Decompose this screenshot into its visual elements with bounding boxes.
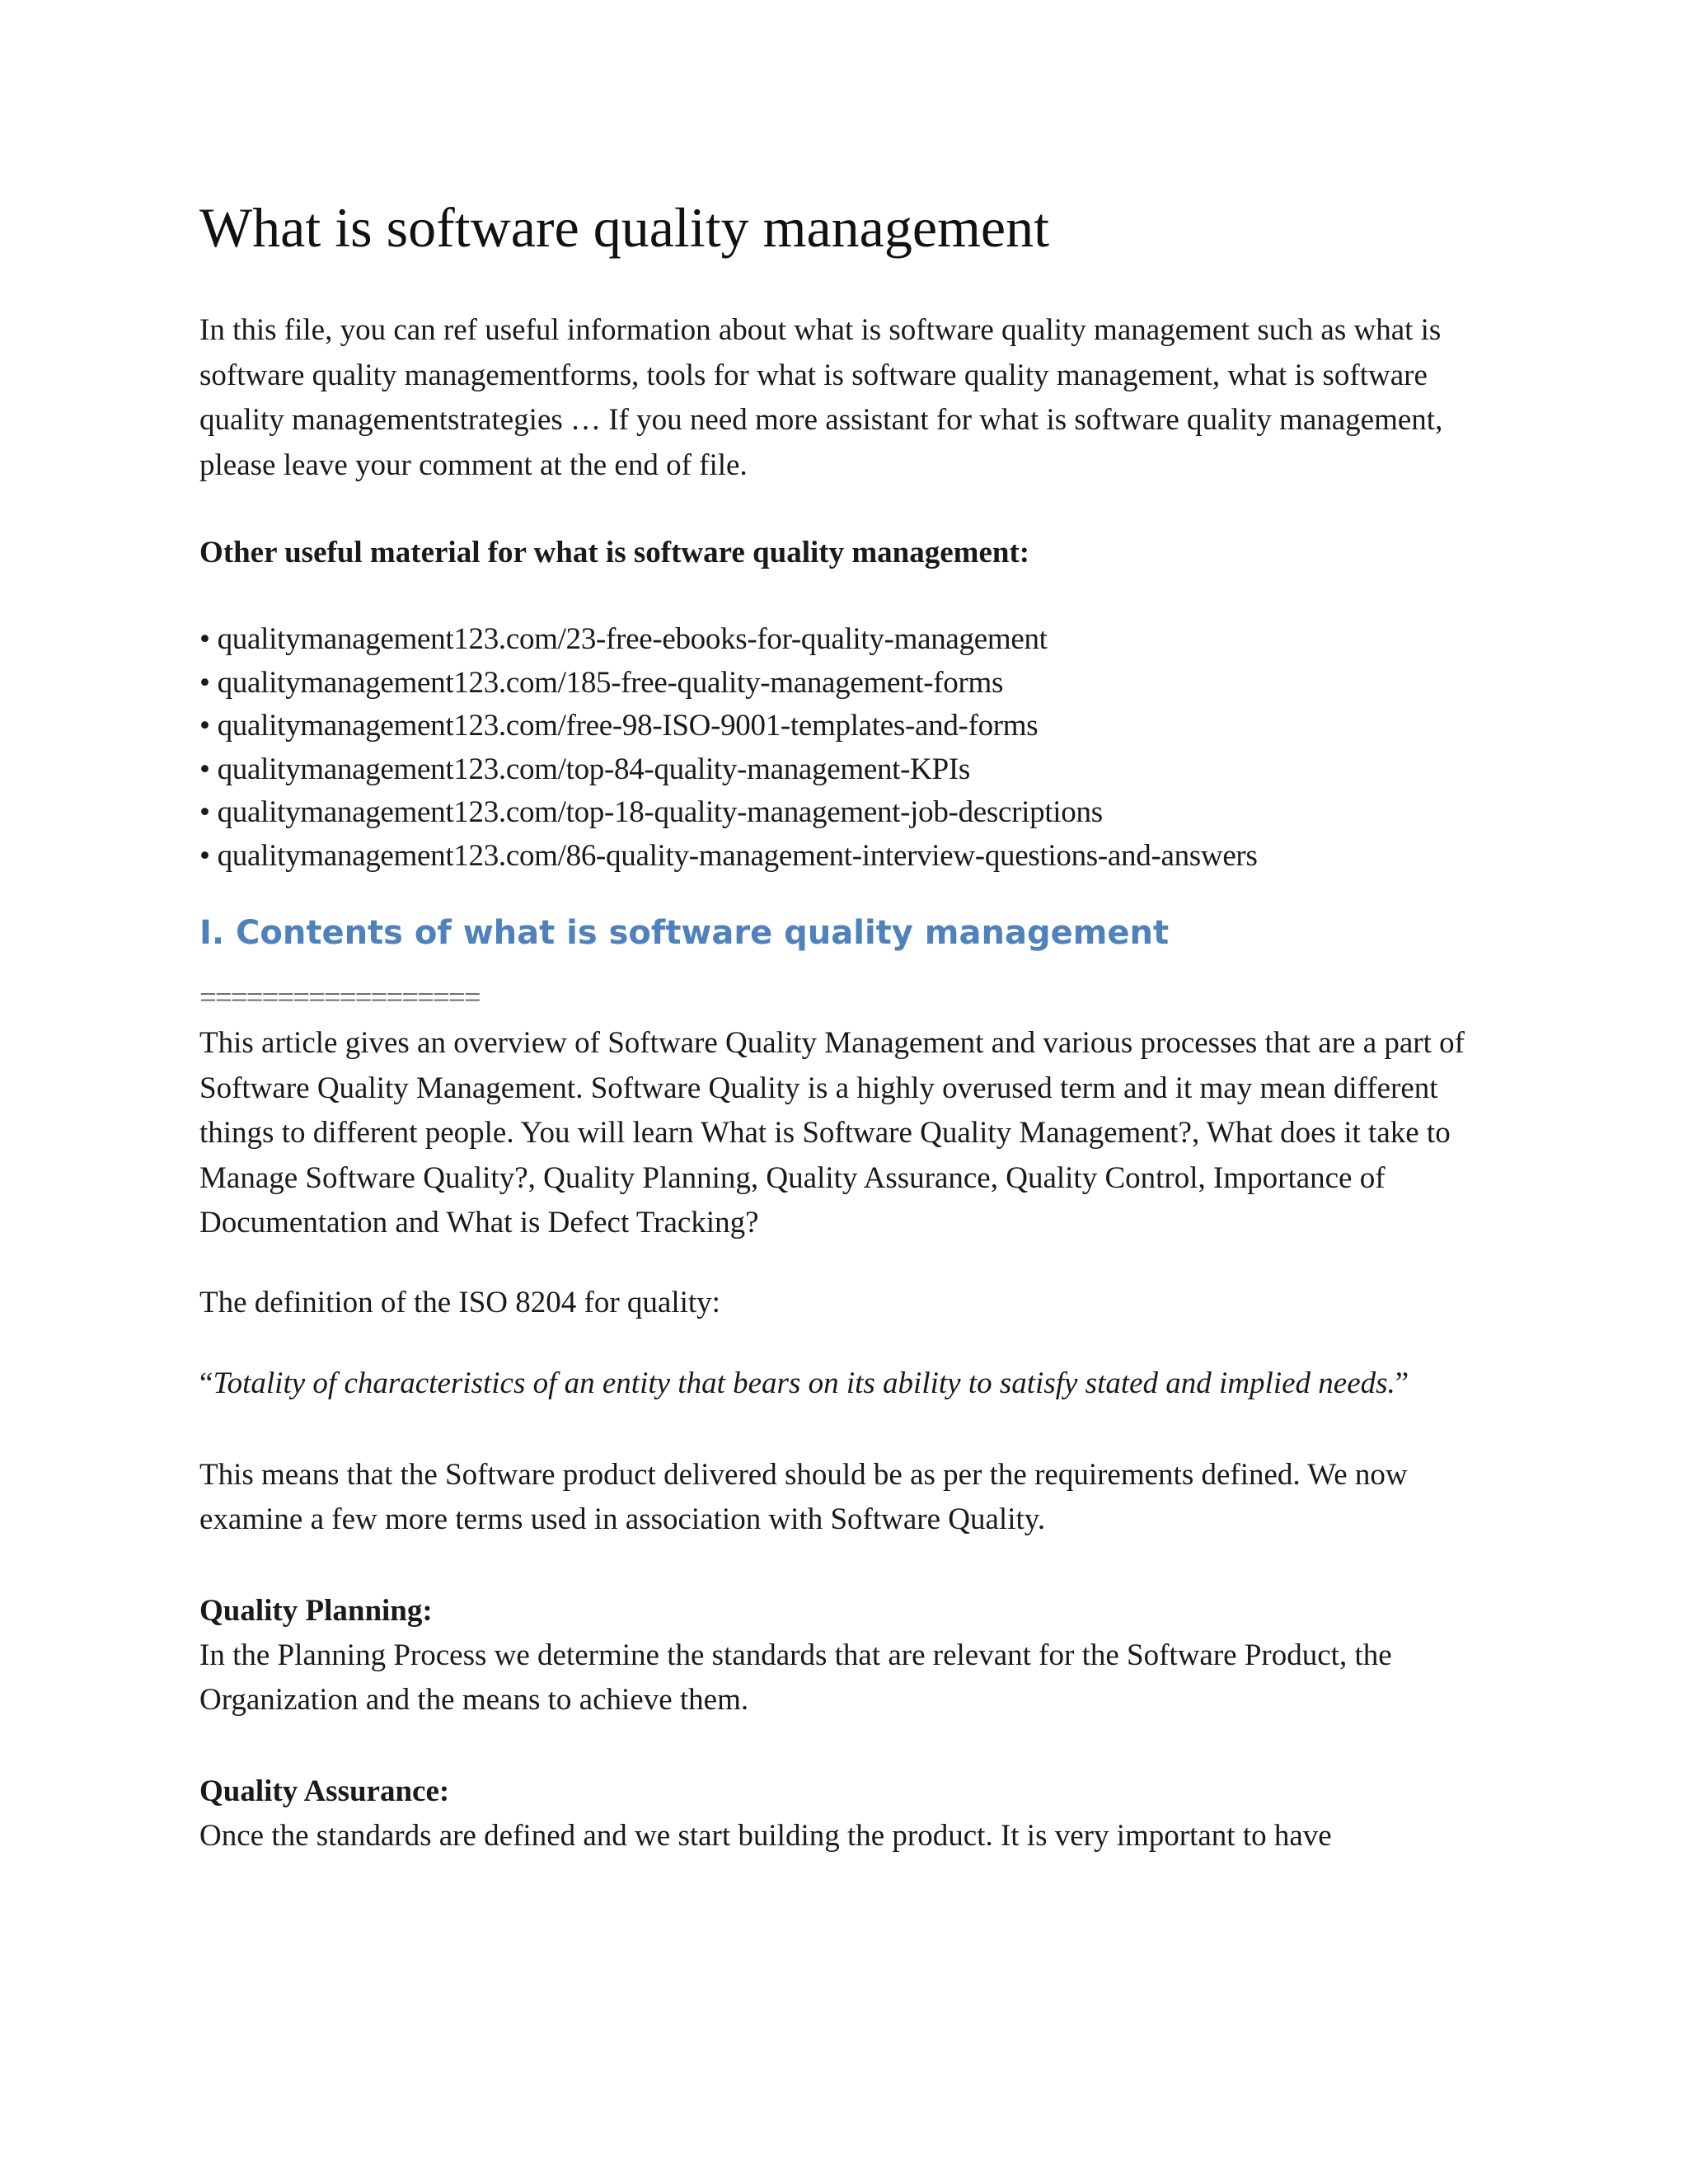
other-material-heading: Other useful material for what is software quality management:: [199, 536, 1030, 569]
quality-assurance-text: Once the standards are defined and we start building the product. It is very important to have: [199, 1818, 1332, 1853]
divider-line: ==================: [199, 981, 480, 1015]
means-paragraph: This means that the Software product delivered should be as per the requirements defined. We now examine a few more terms used in association with Software Quality.: [199, 1457, 1408, 1536]
quote-open-mark: “: [199, 1366, 213, 1400]
document-body: [199, 188, 1485, 1858]
useful-link-item[interactable]: • qualitymanagement123.com/top-18-quality-management-job-descriptions: [199, 795, 1103, 829]
quality-assurance-heading: Quality Assurance:: [199, 1774, 450, 1808]
quote-close-mark: ”: [1395, 1366, 1409, 1400]
quality-planning-text: In the Planning Process we determine the standards that are relevant for the Software Product, the Organization and the means to achieve them.: [199, 1638, 1392, 1717]
quality-planning-heading: Quality Planning:: [199, 1593, 433, 1628]
useful-link-item[interactable]: • qualitymanagement123.com/top-84-quality-management-KPIs: [199, 752, 971, 786]
overview-paragraph: This article gives an overview of Software Quality Management and various processes that are a part of Software Quality Management. Software Quality is a highly overused term and it may mean different things to different people. You will learn What is Software Quality Management?, What does it take to Manage Software Quality?, Quality Planning, Quality Assurance, Quality Control, Importance of Documentation and What is Defect Tracking?: [199, 1026, 1465, 1240]
intro-paragraph: In this file, you can ref useful information about what is software quality management such as what is software quality managementforms, tools for what is software quality management, what is software quality managementstrategies … If you need more assistant for what is software quality management, please leave your comment at the end of file.: [199, 313, 1443, 482]
useful-link-item[interactable]: • qualitymanagement123.com/86-quality-management-interview-questions-and-answers: [199, 838, 1258, 873]
quote-text: Totality of characteristics of an entity that bears on its ability to satisfy stated and implied needs.: [213, 1366, 1395, 1400]
iso-quote: [199, 1361, 1485, 1407]
page-title: What is software quality management: [199, 196, 1049, 259]
useful-link-item[interactable]: • qualitymanagement123.com/185-free-quality-management-forms: [199, 665, 1004, 700]
useful-link-item[interactable]: • qualitymanagement123.com/23-free-ebooks-for-quality-management: [199, 622, 1048, 656]
useful-links-list: [199, 618, 1485, 878]
useful-link-item[interactable]: • qualitymanagement123.com/free-98-ISO-9001-templates-and-forms: [199, 709, 1039, 743]
section-heading: I. Contents of what is software quality management: [199, 914, 1170, 952]
definition-intro: The definition of the ISO 8204 for quality:: [199, 1285, 720, 1319]
